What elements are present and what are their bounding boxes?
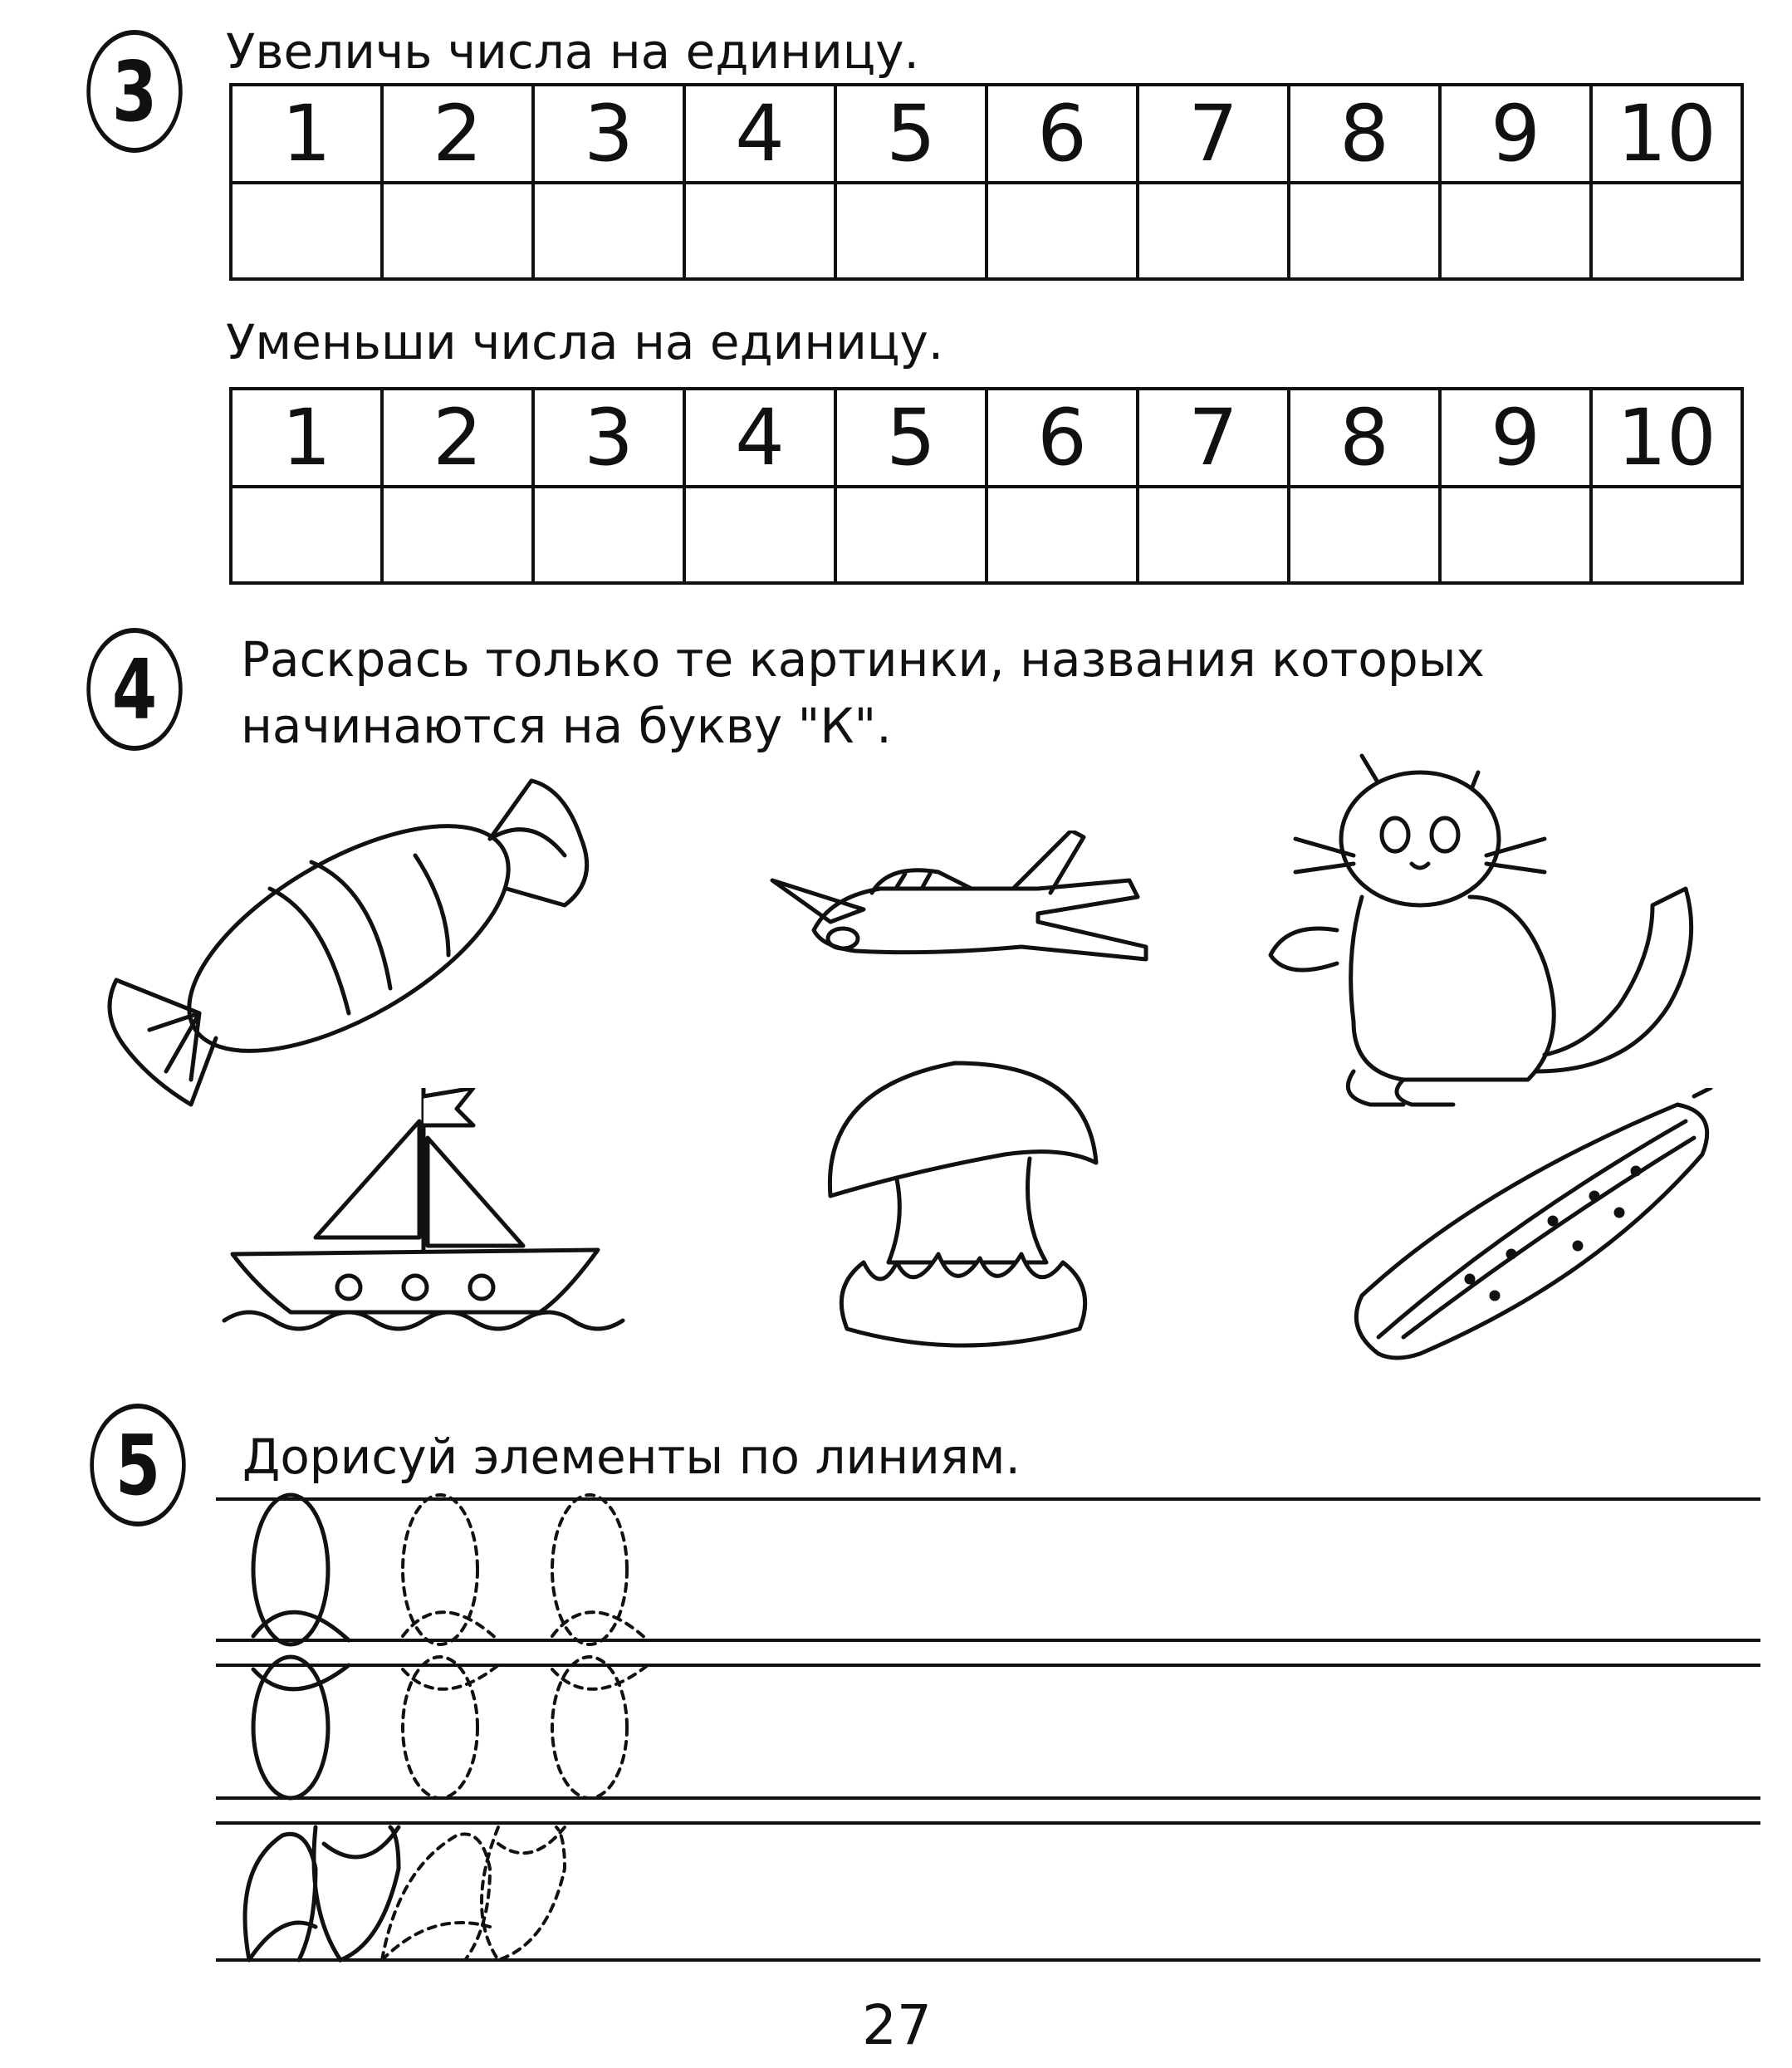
increase-cell: 10 <box>1591 85 1742 183</box>
decrease-cell: 3 <box>533 389 684 487</box>
task-5-instruction: Дорисуй элементы по линиям. <box>242 1428 1021 1485</box>
decrease-cell: 5 <box>835 389 987 487</box>
answer-cell[interactable] <box>835 183 987 279</box>
decrease-cell: 10 <box>1591 389 1742 487</box>
increase-table <box>229 83 1744 281</box>
decrease-cell: 2 <box>382 389 533 487</box>
answer-cell[interactable] <box>987 183 1138 279</box>
increase-cell: 8 <box>1289 85 1440 183</box>
task-3-increase-instruction: Увеличь числа на единицу. <box>226 23 919 80</box>
increase-cell: 1 <box>231 85 382 183</box>
task-4-number: 4 <box>111 640 158 738</box>
task-4-instruction-line1: Раскрась только те картинки, названия которых <box>241 631 1485 688</box>
increase-cell: 5 <box>835 85 987 183</box>
increase-cell: 6 <box>987 85 1138 183</box>
task-4-badge <box>86 628 182 751</box>
answer-cell[interactable] <box>231 487 382 583</box>
task-5-number: 5 <box>115 1416 161 1514</box>
decrease-cell: 1 <box>231 389 382 487</box>
cucumber-icon[interactable] <box>1345 1088 1727 1362</box>
answer-cell[interactable] <box>533 487 684 583</box>
writing-practice-lines[interactable] <box>216 1478 1760 1980</box>
sailboat-icon[interactable] <box>216 1088 631 1337</box>
decrease-cell: 4 <box>684 389 835 487</box>
answer-cell[interactable] <box>987 487 1138 583</box>
airplane-icon[interactable] <box>764 831 1163 980</box>
decrease-table <box>229 387 1744 585</box>
answer-cell[interactable] <box>684 487 835 583</box>
answer-cell[interactable] <box>1591 487 1742 583</box>
decrease-cell: 7 <box>1138 389 1289 487</box>
increase-cell: 4 <box>684 85 835 183</box>
answer-cell[interactable] <box>1289 183 1440 279</box>
increase-cell: 9 <box>1440 85 1591 183</box>
answer-cell[interactable] <box>684 183 835 279</box>
answer-cell[interactable] <box>231 183 382 279</box>
task-3-badge <box>86 30 182 153</box>
candy-icon[interactable] <box>100 764 598 1113</box>
task-3-decrease-instruction: Уменьши числа на единицу. <box>226 314 944 370</box>
mushroom-icon[interactable] <box>814 1055 1113 1362</box>
answer-cell[interactable] <box>1591 183 1742 279</box>
answer-cell[interactable] <box>1440 183 1591 279</box>
task-4-instruction-line2: начинаются на букву "К". <box>241 698 892 754</box>
decrease-cell: 8 <box>1289 389 1440 487</box>
answer-cell[interactable] <box>835 487 987 583</box>
cat-icon[interactable] <box>1254 739 1719 1121</box>
page-number: 27 <box>862 1993 932 2057</box>
decrease-cell: 6 <box>987 389 1138 487</box>
answer-cell[interactable] <box>382 487 533 583</box>
answer-cell[interactable] <box>1440 487 1591 583</box>
answer-cell[interactable] <box>1138 183 1289 279</box>
answer-cell[interactable] <box>533 183 684 279</box>
task-3-number: 3 <box>111 42 158 140</box>
task-5-badge <box>90 1404 185 1526</box>
answer-cell[interactable] <box>1138 487 1289 583</box>
decrease-cell: 9 <box>1440 389 1591 487</box>
answer-cell[interactable] <box>382 183 533 279</box>
increase-cell: 7 <box>1138 85 1289 183</box>
increase-cell: 3 <box>533 85 684 183</box>
increase-cell: 2 <box>382 85 533 183</box>
answer-cell[interactable] <box>1289 487 1440 583</box>
